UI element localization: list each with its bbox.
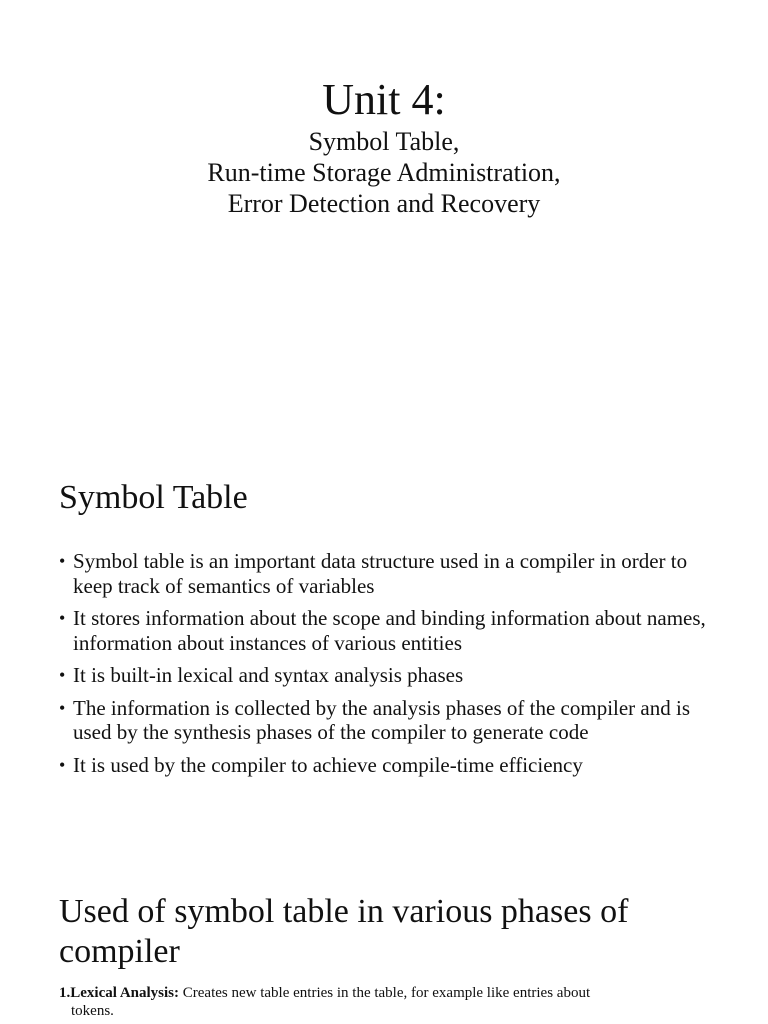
bullet-item [59, 606, 729, 655]
bullet-icon: • [59, 754, 66, 775]
bullet-text: It is used by the compiler to achieve compile-time efficiency [73, 752, 583, 777]
bullet-text: The information is collected by the analysis phases of the compiler and is used by the synthesis phases of the compiler to generate code [73, 695, 690, 744]
bullet-item [59, 549, 729, 598]
bullet-icon: • [59, 608, 66, 628]
subtitle-line: Symbol Table, [308, 127, 460, 156]
phase-description: Creates new table entries in the table, for example like entries about [179, 985, 591, 1001]
slide-title: Unit 4: [322, 75, 446, 124]
phase-number: 1. [59, 985, 71, 1001]
bullet-text: Symbol table is an important data structure used in a compiler in order to keep track of semantics of variables [73, 549, 688, 598]
bullet-item [59, 663, 729, 688]
phase-term: Lexical Analysis: [70, 985, 180, 1001]
phase-description-continued: tokens. [71, 1003, 114, 1019]
bullet-item [59, 753, 729, 778]
subtitle-line: Error Detection and Recovery [227, 189, 541, 218]
slide-subtitle [0, 126, 768, 219]
bullet-list [59, 549, 729, 785]
subtitle-line: Run-time Storage Administration, [207, 158, 561, 187]
title-slide [0, 0, 768, 440]
phases-slide [0, 880, 768, 1024]
bullet-text: It is built-in lexical and syntax analysis phases [73, 663, 464, 687]
bullet-text: It stores information about the scope and binding information about names, information about instances of various entities [73, 606, 706, 655]
slide-heading: Symbol Table [59, 479, 248, 516]
bullet-item [59, 696, 729, 745]
slide-heading: Used of symbol table in various phases of compiler [59, 893, 629, 970]
bullet-icon: • [59, 697, 66, 718]
phase-item [59, 984, 719, 1020]
symbol-table-slide [0, 460, 768, 860]
bullet-icon: • [59, 551, 66, 571]
bullet-icon: • [59, 665, 66, 685]
